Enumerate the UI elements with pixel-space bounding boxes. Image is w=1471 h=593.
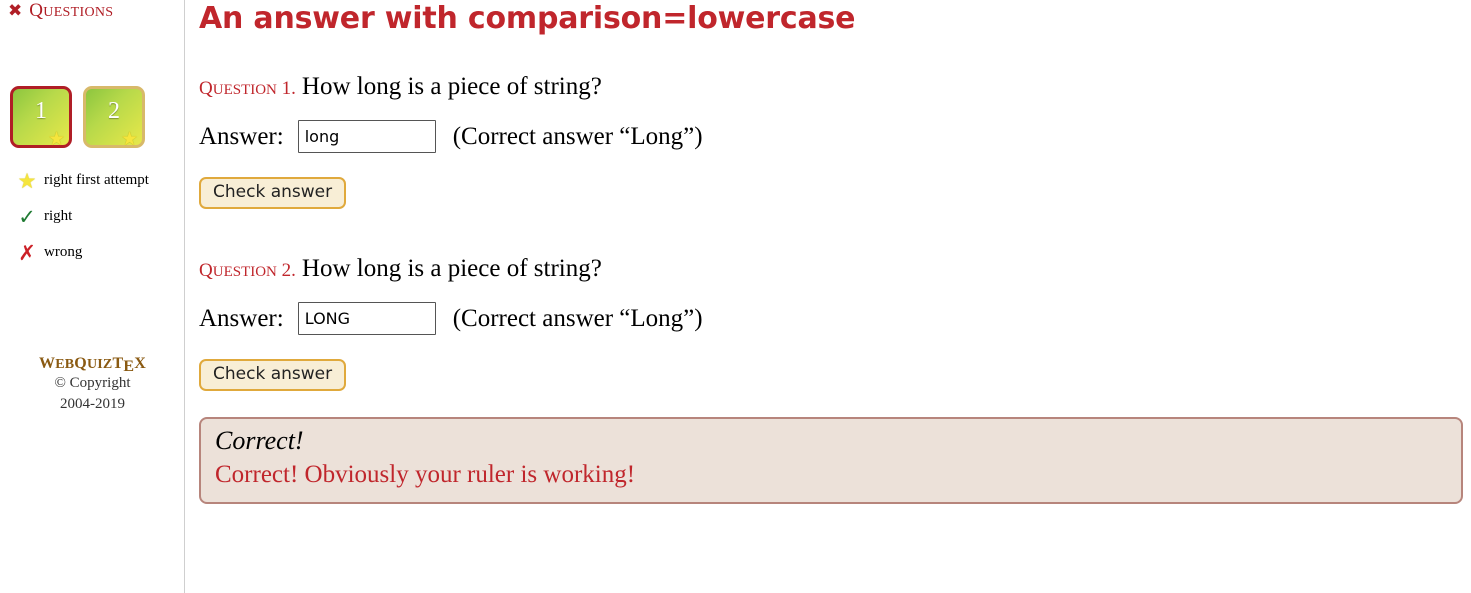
sidebar-header [8,0,113,22]
copyright-line: © Copyright [54,375,131,391]
cross-icon: ✗ [18,241,36,265]
legend [10,170,175,278]
question-marker-2[interactable] [83,86,145,148]
main-content [199,0,1471,593]
question-line [199,73,1471,101]
answer-line [199,302,1471,335]
check-answer-button-1[interactable]: Check answer [199,177,346,209]
question-marker-number: 1 [35,98,47,124]
check-answer-button-2[interactable]: Check answer [199,359,346,391]
question-number: QUESTION 1. [199,78,296,99]
answer-input-1[interactable] [298,120,436,153]
legend-label: wrong [44,244,83,260]
legend-item-right [10,206,175,228]
correct-answer-note: (Correct answer “Long”) [452,304,703,332]
feedback-body: Correct! Obviously your ruler is working! [215,460,636,488]
star-icon: ★ [17,169,37,193]
question-block-2 [199,255,1471,391]
question-text: How long is a piece of string? [301,255,602,282]
question-line [199,255,1471,283]
star-icon: ★ [47,128,65,150]
question-number: QUESTION 2. [199,260,296,281]
webquiztex-logo: WEBQUIZTEX [39,355,146,375]
answer-input-2[interactable] [298,302,436,335]
answer-label: Answer: [199,122,284,150]
question-text: How long is a piece of string? [301,73,602,100]
sidebar-footer [0,355,185,415]
feedback-panel [199,417,1463,504]
copyright-years: 2004-2019 [60,395,125,412]
legend-item-wrong [10,242,175,264]
answer-line [199,120,1471,153]
legend-item-right-first-attempt [10,170,175,192]
star-icon: ★ [120,128,138,150]
feedback-title: Correct! [215,426,304,455]
question-marker-number: 2 [108,98,120,124]
legend-label: right [44,208,73,224]
page-title: An answer with comparison=lowercase [199,1,856,36]
sidebar-header-label: QUESTIONS [29,0,114,21]
question-marker-list [10,86,145,148]
answer-label: Answer: [199,304,284,332]
question-block-1 [199,73,1471,209]
cross-icon: ✖ [8,0,23,21]
question-marker-1[interactable] [10,86,72,148]
sidebar [0,0,185,593]
check-icon: ✓ [18,205,36,229]
correct-answer-note: (Correct answer “Long”) [452,122,703,150]
legend-label: right first attempt [44,172,149,188]
